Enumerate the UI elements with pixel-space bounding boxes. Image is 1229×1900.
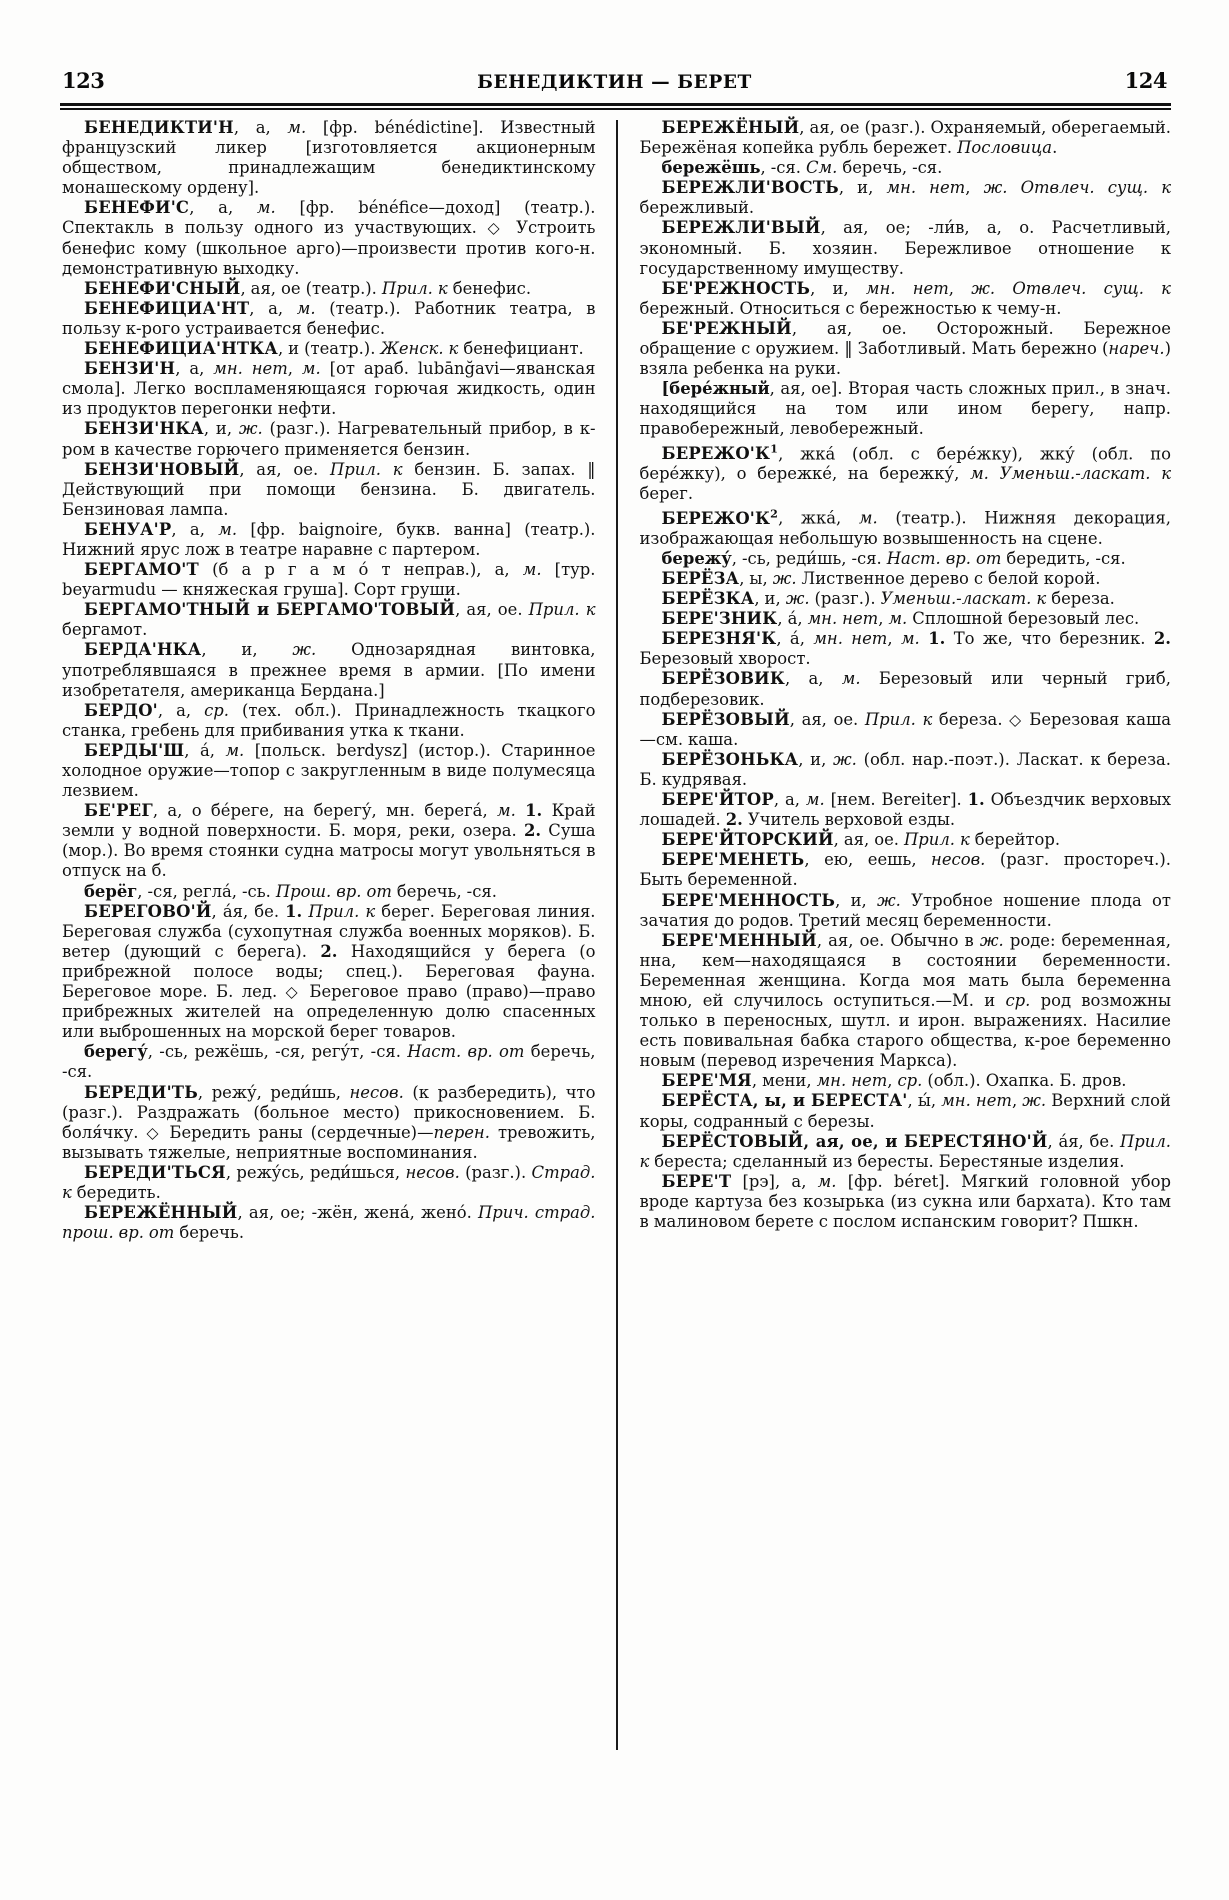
entry-body: , ая, ое; -жён, жена́, жено́. Прич. страд. прош. вр. от беречь.	[62, 1203, 596, 1243]
entry-headword: БЕРГАМО'Т	[84, 560, 199, 580]
left-column	[62, 118, 616, 1750]
entry-body: , а, м. [нем. Bereiter]. 1. Объездчик верховых лошадей. 2. Учитель верховой езды.	[639, 790, 1172, 830]
entry-headword: БЕРЕ'МЕННЫЙ	[661, 930, 817, 950]
entry-headword: бережу́	[661, 548, 732, 568]
entry-body: , а, мн. нет, м. [от араб. lubānğavi—яванская смола]. Легко воспламеняющаяся горючая жидкость, один из продуктов перегонки нефти.	[62, 359, 596, 419]
dictionary-entry	[640, 279, 1172, 319]
entry-headword: БЕРЁСТОВЫЙ, ая, ое, и БЕРЕСТЯНО'Й	[661, 1131, 1048, 1151]
dictionary-entry	[640, 504, 1172, 549]
header-rule	[60, 103, 1171, 110]
dictionary-entry	[640, 118, 1172, 158]
inflection-entry	[62, 882, 596, 902]
dictionary-entry	[640, 379, 1172, 439]
entry-body: , а, о бе́реге, на берегу́, мн. берега́, м. 1. Край земли у водной поверхности. Б. моря, реки, озера. 2. Суша (мор.). Во время стоянки судна матросы могут увольняться в отпуск на б.	[62, 801, 596, 881]
entry-headword: БЕНЕФИ'С	[84, 198, 190, 218]
entry-headword: БЕРЁЗКА	[661, 589, 755, 609]
dictionary-entry	[62, 198, 596, 278]
right-column	[618, 118, 1172, 1750]
entry-headword: БЕРДО'	[84, 700, 158, 720]
entry-headword: $БЕРЕЖО'К^2$	[661, 507, 779, 528]
entry-headword: БЕНЕФИ'СНЫЙ	[84, 278, 241, 298]
entry-headword: БЕРЕЖЛИ'ВЫЙ	[661, 218, 821, 238]
dictionary-entry	[640, 1172, 1172, 1232]
dictionary-entry	[640, 669, 1172, 709]
entry-headword: БЕРЕ'ЗНИК	[661, 609, 778, 629]
entry-body: , и, ж. (разг.). Нагревательный прибор, в к-ром в качестве горючего применяется бензин.	[62, 419, 596, 459]
entry-body: , и, ж. Однозарядная винтовка, употреблявшаяся в прежнее время в армии. [По имени изобретателя, американца Бердана.]	[62, 640, 596, 700]
entry-headword: БЕРГАМО'ТНЫЙ и БЕРГАМО'ТОВЫЙ	[84, 600, 456, 620]
entry-headword: БЕНЕФИЦИА'НТ	[84, 298, 250, 318]
running-head	[62, 68, 1167, 98]
dictionary-entry	[62, 520, 596, 560]
entry-body: , а, м. [фр. bénéfice—доход] (театр.). Спектакль в пользу одного из участвующих. ◇ Устроить бенефис кому (школьное арго)—произвести против кого-н. демонстративную выходку.	[62, 198, 596, 278]
entry-body: , а, м. [фр. baignoire, букв. ванна] (театр.). Нижний ярус лож в театре наравне с партером.	[62, 519, 596, 559]
entry-body: , -ся, регла́, -сь. Прош. вр. от беречь, -ся.	[137, 881, 497, 901]
folio-right: 124	[1124, 68, 1167, 93]
dictionary-entry	[640, 569, 1172, 589]
entry-body: , ая, ое. Прил. к бензин. Б. запах. ‖ Действующий при помощи бензина. Б. двигатель. Бензиновая лампа.	[62, 459, 596, 519]
dictionary-entry	[640, 1091, 1172, 1131]
inflection-entry	[640, 549, 1172, 569]
entry-headword: [бере́жный	[661, 379, 770, 399]
dictionary-entry	[62, 902, 596, 1043]
dictionary-entry	[62, 1083, 596, 1163]
dictionary-entry	[62, 701, 596, 741]
dictionary-entry	[62, 801, 596, 881]
entry-headword: БЕРЁЗОВЫЙ	[661, 709, 790, 729]
entry-body: , мени, мн. нет, ср. (обл.). Охапка. Б. дров.	[751, 1071, 1127, 1091]
entry-headword: БЕРЁЗОВИК	[661, 669, 785, 689]
entry-headword: БЕРЕДИ'ТЬСЯ	[84, 1162, 226, 1182]
homonym-superscript: 1	[770, 442, 779, 456]
homonym-superscript: 2	[770, 507, 779, 521]
entry-headword: БЕРЁЗА	[661, 569, 740, 588]
dictionary-entry	[640, 790, 1172, 830]
entry-body: , -сь, режёшь, -ся, регу́т, -ся. Наст. вр. от беречь, -ся.	[62, 1042, 596, 1082]
entry-headword: БЕРЕ'Т	[661, 1171, 732, 1191]
dictionary-entry	[640, 589, 1172, 609]
entry-body: , а, ср. (тех. обл.). Принадлежность ткацкого станка, гребень для прибивания утка к ткани.	[62, 700, 596, 740]
dictionary-entry	[62, 1163, 596, 1203]
dictionary-entry	[640, 830, 1172, 850]
entry-headword: БЕ'РЕЖНОСТЬ	[661, 278, 811, 298]
entry-body: , ая, ое; -ли́в, а, о. Расчетливый, экономный. Б. хозяин. Бережливое отношение к государственному имуществу.	[639, 218, 1171, 278]
dictionary-entry	[640, 710, 1172, 750]
dictionary-entry	[62, 118, 596, 198]
column-container	[62, 118, 1171, 1750]
entry-body: , -ся. См. беречь, -ся.	[760, 158, 943, 178]
entry-body: , а́, мн. нет, м. 1. То же, что березник. 2. Березовый хворост.	[639, 629, 1171, 669]
dictionary-entry	[62, 1203, 596, 1243]
entry-headword: БЕНЗИ'НОВЫЙ	[84, 459, 240, 479]
dictionary-entry	[640, 609, 1172, 629]
entry-body: , а, м. [фр. bénédictine]. Известный французский ликер [изготовляется акционерным обществом, принадлежащим бенедиктинскому монашескому ордену].	[62, 118, 596, 198]
entry-body: , ая, ое (разг.). Охраняемый, оберегаемый. Бережёная копейка рубль бережет. Пословица.	[639, 118, 1171, 158]
entry-body: (б а р г а м о́ т неправ.), а, м. [тур. beyarmudu — княжеская груша]. Сорт груши.	[62, 560, 596, 600]
entry-body: , а, м. Березовый или черный гриб, подберезовик.	[639, 669, 1171, 709]
folio-left: 123	[62, 68, 105, 93]
dictionary-entry	[640, 178, 1172, 218]
entry-headword: БЕРЕДИ'ТЬ	[84, 1082, 198, 1102]
entry-body: , ая, ое]. Вторая часть сложных прил., в знач. находящийся на том или ином берегу, напр. правобережный, левобережный.	[639, 379, 1171, 439]
entry-body: , и, мн. нет, ж. Отвлеч. сущ. к бережный. Относиться с бережностью к чему-н.	[639, 278, 1171, 318]
entry-headword: БЕРЕ'ЙТОРСКИЙ	[661, 830, 834, 850]
entry-headword: БЕРДЫ'Ш	[84, 740, 185, 760]
dictionary-entry	[640, 891, 1172, 931]
entry-body: , ею, еешь, несов. (разг. простореч.). Быть беременной.	[639, 850, 1171, 890]
dictionary-entry	[62, 460, 596, 520]
entry-body: , ы́, мн. нет, ж. Верхний слой коры, содранный с березы.	[639, 1091, 1171, 1131]
entry-body: , жка́ (обл. с бере́жку), жку́ (обл. по бере́жку), о бережке́, на бережку́, м. Уменьш.-ласкат. к берег.	[639, 443, 1171, 504]
entry-body: , а́, м. [польск. berdysz] (истор.). Старинное холодное оружие—топор с закругленным в виде полумесяца лезвием.	[62, 740, 596, 801]
dictionary-entry	[62, 600, 596, 640]
entry-body: , а́я, бе. 1. Прил. к берег. Береговая линия. Береговая служба (сухопутная служба военных моряков). Б. ветер (дующий с берега). 2. Находящийся у берега (о прибрежной полосе воды; спец.). Береговая фауна. Береговое море. Б. лед. ◇ Береговое право (право)—право прибрежных жителей на определенную долю спасенных или выброшенных на морской берег товаров.	[62, 901, 596, 1042]
running-title: БЕНЕДИКТИН — БЕРЕТ	[477, 72, 752, 93]
entry-headword: БЕРЕ'МЕННОСТЬ	[661, 890, 836, 910]
dictionary-entry	[640, 629, 1172, 669]
entry-body: , ая, ое (театр.). Прил. к бенефис.	[240, 278, 532, 298]
dictionary-entry	[62, 299, 596, 339]
entry-body: [рэ], а, м. [фр. béret]. Мягкий головной убор вроде картуза без козырька (из сукна или бархата). Кто там в малиновом берете с послом испанским говорит? Пшкн.	[639, 1171, 1171, 1231]
entry-body: , ая, ое. Обычно в ж. роде: беременная, нна, кем—находящаяся в состоянии беременности. Беременная женщина. Когда моя мать была беременна мною, ей случилось оступиться.—М. и ср. род возможны только в переносных, шутл. и ирон. выражениях. Насилие есть повивальная бабка старого общества, к-рое беременно новым (перевод изречения Маркса).	[639, 930, 1172, 1071]
entry-body: , ая, ое. Прил. к берейтор.	[833, 830, 1061, 850]
entry-body: , режу́сь, реди́шься, несов. (разг.). Страд. к бередить.	[62, 1162, 596, 1202]
entry-headword: БЕ'РЕГ	[84, 801, 153, 821]
entry-body: , режу́, реди́шь, несов. (к разбередить), что (разг.). Раздражать (больное место) прикосновением. Б. боля́чку. ◇ Бередить раны (сердечные)—перен. тревожить, вызывать тяжелые, неприятные воспоминания.	[62, 1082, 596, 1162]
entry-body: , и, ж. (обл. нар.-поэт.). Ласкат. к береза. Б. кудрявая.	[639, 749, 1171, 789]
inflection-entry	[62, 1042, 596, 1082]
entry-headword: БЕНЗИ'НКА	[84, 419, 204, 439]
dictionary-entry	[62, 560, 596, 600]
entry-headword: БЕНУА'Р	[84, 519, 172, 539]
entry-headword: БЕНЕФИЦИА'НТКА	[84, 339, 278, 359]
entry-headword: БЕРЁЗОНЬКА	[661, 749, 799, 769]
entry-body: , -сь, реди́шь, -ся. Наст. вр. от бередить, -ся.	[731, 548, 1126, 568]
dictionary-entry	[640, 1071, 1172, 1091]
entry-headword: берегу́	[84, 1042, 148, 1062]
entry-headword: $БЕРЕЖО'К^1$	[661, 442, 779, 463]
dictionary-entry	[62, 359, 596, 419]
entry-headword: БЕРЕЖЁННЫЙ	[84, 1203, 238, 1223]
entry-headword: БЕРЁСТА, ы, и БЕРЕСТА'	[661, 1091, 908, 1111]
entry-body: , ая, ое. Прил. к береза. ◇ Березовая каша—см. каша.	[639, 709, 1172, 749]
entry-headword: БЕНЕДИКТИ'Н	[84, 118, 234, 137]
dictionary-entry	[62, 640, 596, 700]
inflection-entry	[640, 158, 1172, 178]
entry-headword: БЕ'РЕЖНЫЙ	[661, 318, 792, 338]
dictionary-entry	[640, 1132, 1172, 1172]
dictionary-entry	[62, 279, 596, 299]
entry-headword: БЕРЕЗНЯ'К	[661, 629, 777, 649]
entry-headword: БЕРЕЖЁНЫЙ	[661, 118, 800, 137]
entry-body: , и, ж. (разг.). Уменьш.-ласкат. к береза.	[754, 589, 1115, 609]
entry-body: , ы, ж. Лиственное дерево с белой корой.	[739, 569, 1101, 588]
dictionary-entry	[62, 339, 596, 359]
entry-body: , ая, ое. Прил. к бергамот.	[62, 600, 596, 640]
sense-divider-icon: ◇	[285, 982, 301, 1002]
dictionary-entry	[62, 741, 596, 801]
dictionary-entry	[640, 850, 1172, 890]
entry-body: , ая, ое. Осторожный. Бережное обращение с оружием. ‖ Заботливый. Мать бережно (нареч.) взяла ребенка на руки.	[639, 318, 1171, 379]
sense-divider-icon: ◇	[1009, 709, 1023, 729]
entry-body: , а, м. (театр.). Работник театра, в пользу к-рого устраивается бенефис.	[62, 298, 596, 338]
entry-headword: берёг	[84, 881, 138, 901]
dictionary-entry	[62, 419, 596, 459]
entry-headword: БЕРЕ'МЯ	[661, 1071, 752, 1091]
entry-headword: БЕРЕ'МЕНЕТЬ	[661, 850, 805, 870]
dictionary-entry	[640, 218, 1172, 278]
entry-headword: БЕРЕГОВО'Й	[84, 901, 212, 921]
rule-thin	[60, 108, 1171, 110]
entry-body: , жка́, м. (театр.). Нижняя декорация, изображающая небольшую возвышенность на сцене.	[639, 508, 1171, 548]
entry-body: , а́я, бе. Прил. к береста; сделанный из бересты. Берестяные изделия.	[639, 1131, 1171, 1171]
dictionary-entry	[640, 750, 1172, 790]
entry-headword: БЕРДА'НКА	[84, 640, 202, 660]
dictionary-entry	[640, 931, 1172, 1072]
entry-headword: бережёшь	[661, 158, 761, 178]
entry-headword: БЕРЕ'ЙТОР	[661, 790, 774, 810]
entry-body: , и, мн. нет, ж. Отвлеч. сущ. к бережливый.	[639, 178, 1171, 218]
entry-body: , и, ж. Утробное ношение плода от зачатия до родов. Третий месяц беременности.	[639, 890, 1171, 930]
entry-body: , а́, мн. нет, м. Сплошной березовый лес.	[777, 609, 1140, 629]
entry-headword: БЕНЗИ'Н	[84, 359, 176, 379]
dictionary-entry	[640, 440, 1172, 505]
sense-divider-icon: ◇	[146, 1122, 162, 1142]
dictionary-entry	[640, 319, 1172, 379]
entry-headword: БЕРЕЖЛИ'ВОСТЬ	[661, 178, 839, 198]
entry-body: , и (театр.). Женск. к бенефициант.	[277, 339, 584, 359]
sense-divider-icon: ◇	[487, 218, 506, 238]
